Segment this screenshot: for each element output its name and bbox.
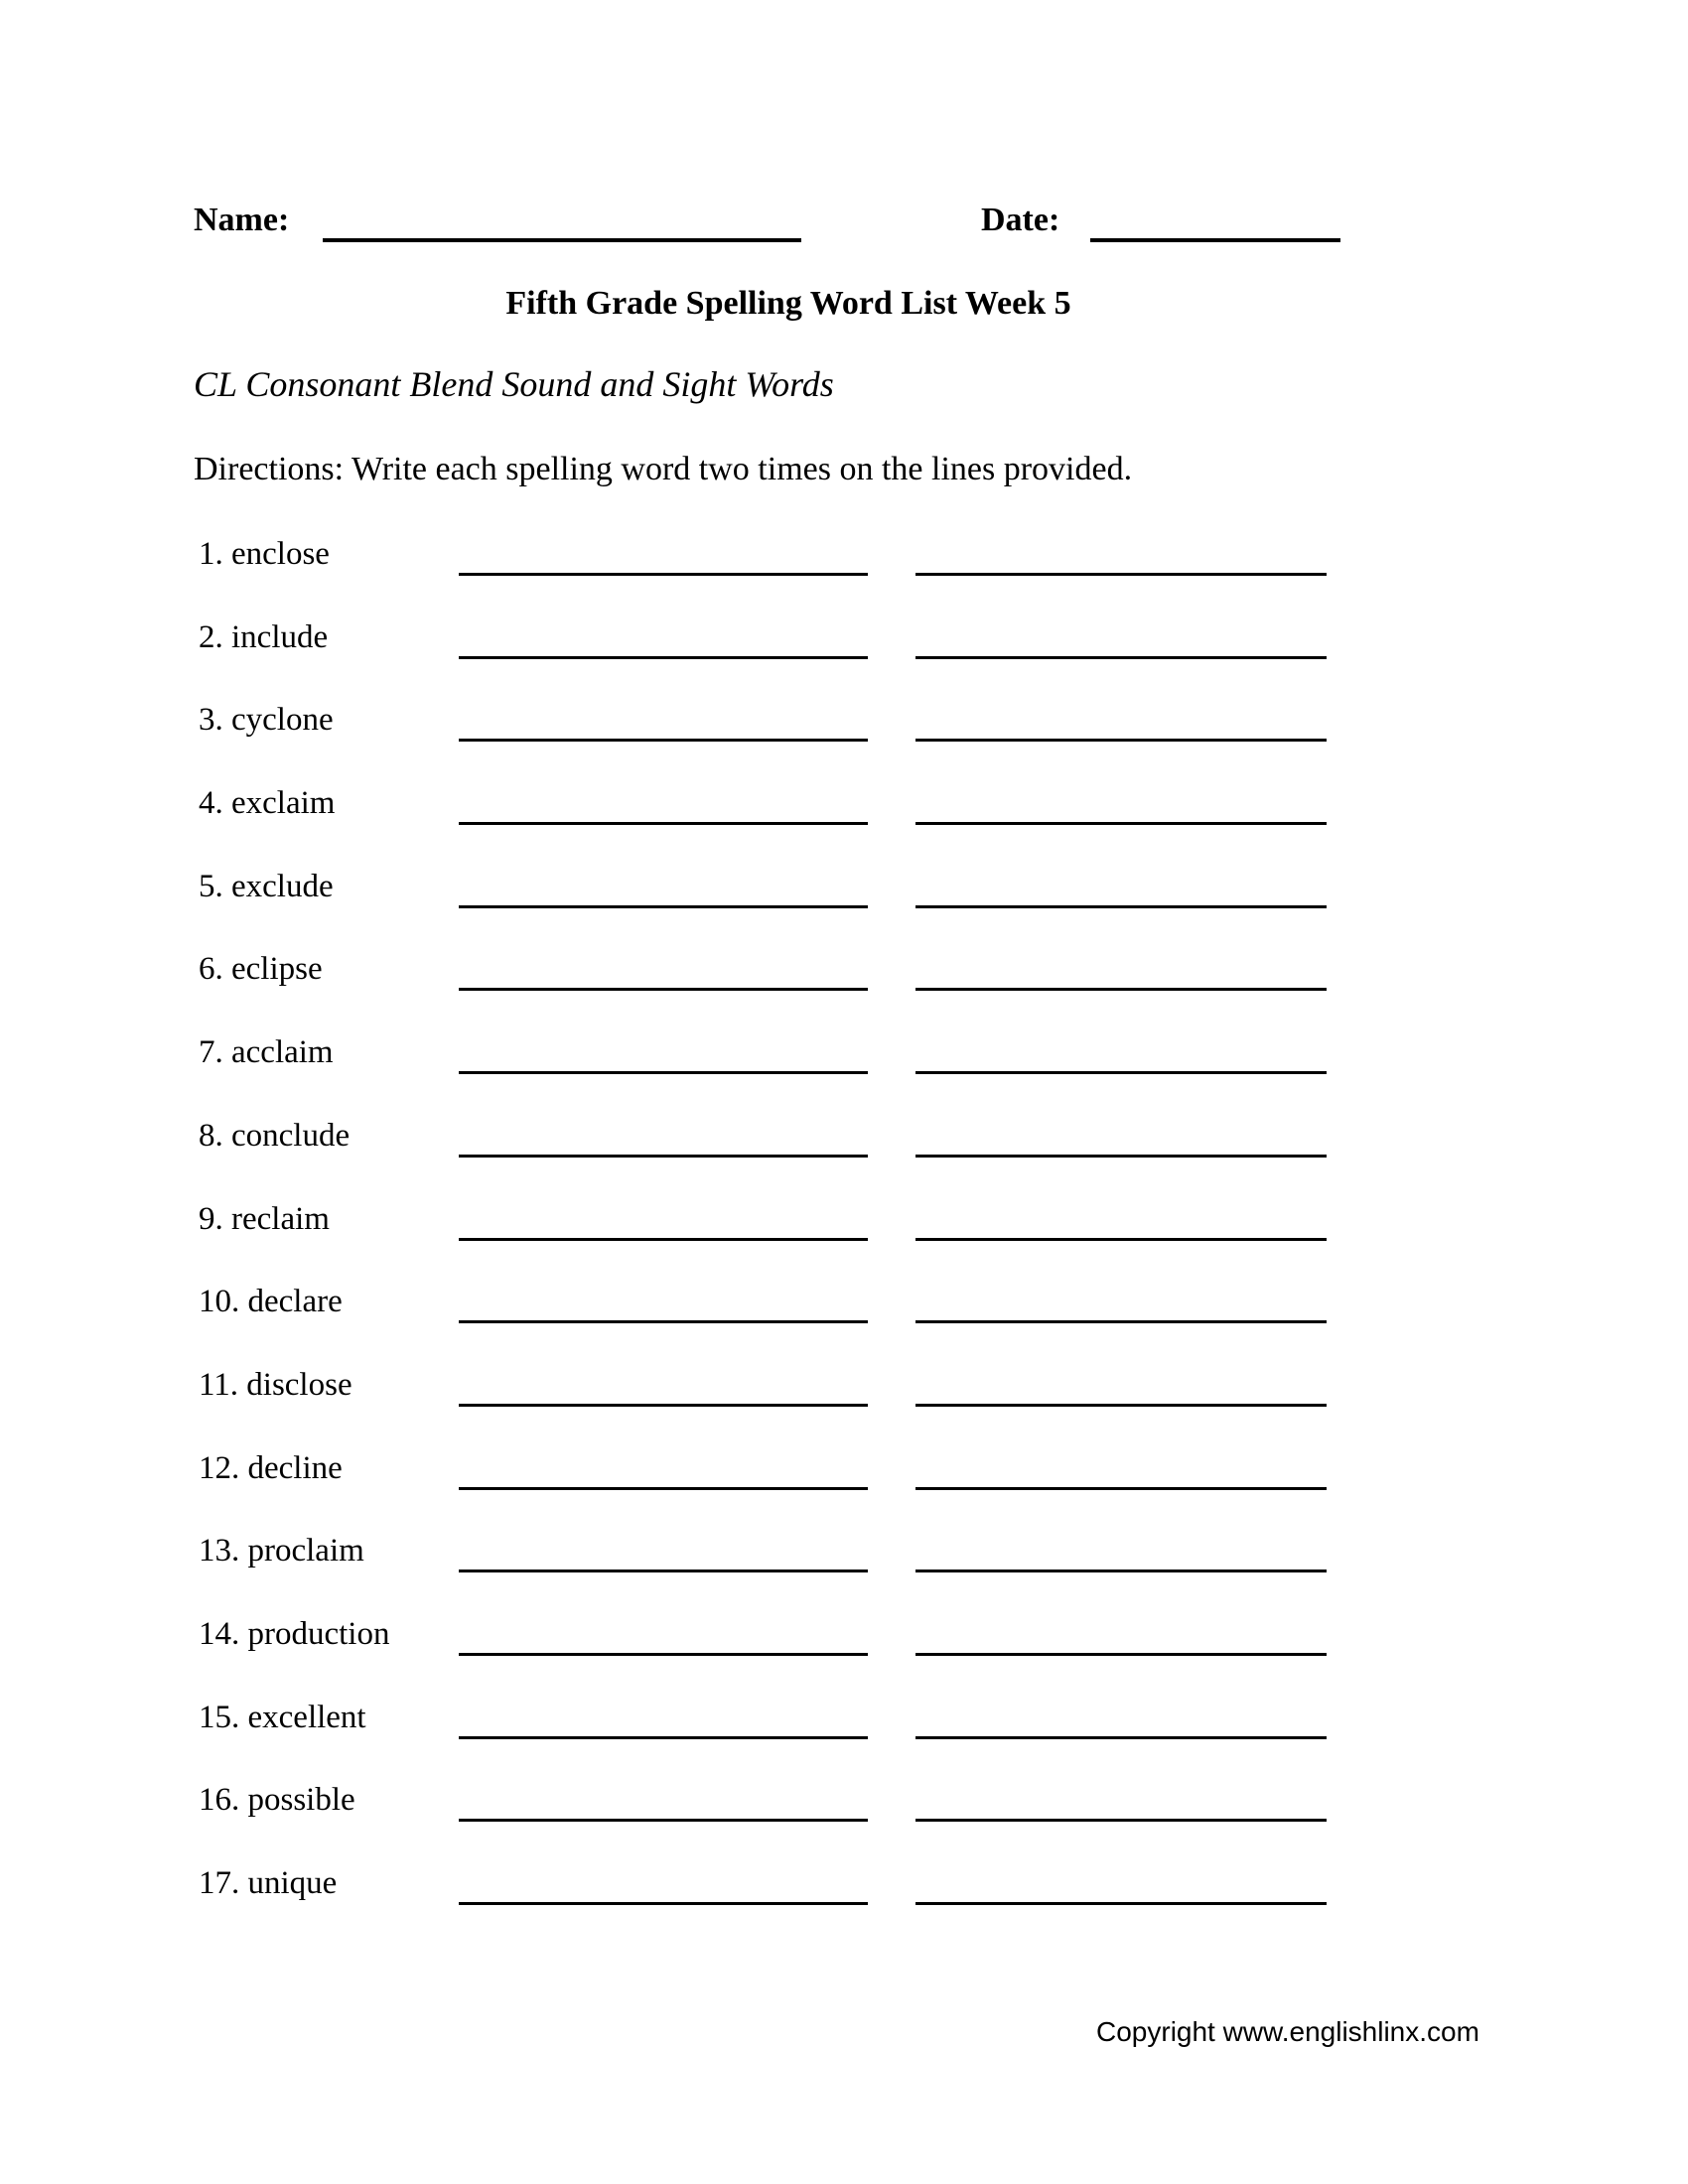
word-label: 13. proclaim bbox=[199, 1533, 364, 1570]
write-line-2 bbox=[915, 822, 1327, 825]
name-label: Name: bbox=[194, 202, 290, 238]
write-line-1 bbox=[459, 1902, 868, 1905]
write-line-2 bbox=[915, 1570, 1327, 1572]
word-row bbox=[199, 1034, 1390, 1118]
word-label: 11. disclose bbox=[199, 1366, 352, 1403]
write-line-2 bbox=[915, 1404, 1327, 1407]
word-row bbox=[199, 536, 1390, 619]
word-row bbox=[199, 1782, 1390, 1865]
word-row bbox=[199, 785, 1390, 869]
word-label: 12. decline bbox=[199, 1449, 343, 1486]
write-line-1 bbox=[459, 656, 868, 659]
word-label: 14. production bbox=[199, 1615, 390, 1652]
word-row bbox=[199, 1616, 1390, 1700]
directions-text: Directions: Write each spelling word two times on the lines provided. bbox=[194, 451, 1133, 487]
date-label: Date: bbox=[981, 202, 1060, 238]
write-line-1 bbox=[459, 573, 868, 576]
word-row bbox=[199, 951, 1390, 1034]
write-line-1 bbox=[459, 822, 868, 825]
word-row bbox=[199, 1450, 1390, 1534]
spelling-word-list bbox=[199, 536, 1390, 1949]
word-label: 5. exclude bbox=[199, 868, 334, 904]
word-row bbox=[199, 1118, 1390, 1201]
word-label: 16. possible bbox=[199, 1782, 355, 1819]
word-label: 6. eclipse bbox=[199, 951, 323, 988]
write-line-1 bbox=[459, 1819, 868, 1822]
write-line-2 bbox=[915, 1071, 1327, 1074]
write-line-1 bbox=[459, 905, 868, 908]
write-line-1 bbox=[459, 1404, 868, 1407]
write-line-1 bbox=[459, 1071, 868, 1074]
word-label: 15. excellent bbox=[199, 1699, 366, 1735]
word-row bbox=[199, 619, 1390, 703]
word-row bbox=[199, 1533, 1390, 1616]
write-line-2 bbox=[915, 1902, 1327, 1905]
word-label: 17. unique bbox=[199, 1865, 338, 1901]
write-line-2 bbox=[915, 1155, 1327, 1158]
write-line-2 bbox=[915, 905, 1327, 908]
write-line-2 bbox=[915, 1238, 1327, 1241]
write-line-2 bbox=[915, 739, 1327, 742]
write-line-1 bbox=[459, 1155, 868, 1158]
word-row bbox=[199, 1284, 1390, 1367]
write-line-2 bbox=[915, 656, 1327, 659]
word-label: 3. cyclone bbox=[199, 702, 334, 739]
word-label: 10. declare bbox=[199, 1284, 343, 1320]
write-line-2 bbox=[915, 1487, 1327, 1490]
write-line-2 bbox=[915, 988, 1327, 991]
word-label: 9. reclaim bbox=[199, 1200, 330, 1237]
word-label: 4. exclaim bbox=[199, 785, 336, 822]
write-line-1 bbox=[459, 1487, 868, 1490]
word-label: 7. acclaim bbox=[199, 1034, 334, 1071]
write-line-1 bbox=[459, 1736, 868, 1739]
copyright-text: Copyright www.englishlinx.com bbox=[1096, 2016, 1479, 2047]
write-line-1 bbox=[459, 1238, 868, 1241]
write-line-2 bbox=[915, 573, 1327, 576]
date-blank-line bbox=[1090, 238, 1340, 242]
write-line-2 bbox=[915, 1320, 1327, 1323]
write-line-1 bbox=[459, 1320, 868, 1323]
word-label: 2. include bbox=[199, 618, 329, 655]
word-row bbox=[199, 869, 1390, 952]
page-subtitle: CL Consonant Blend Sound and Sight Words bbox=[194, 364, 834, 404]
word-label: 8. conclude bbox=[199, 1117, 351, 1154]
write-line-1 bbox=[459, 1570, 868, 1572]
write-line-2 bbox=[915, 1819, 1327, 1822]
word-row bbox=[199, 1201, 1390, 1285]
write-line-1 bbox=[459, 988, 868, 991]
name-blank-line bbox=[323, 238, 801, 242]
word-row bbox=[199, 1367, 1390, 1450]
write-line-1 bbox=[459, 1653, 868, 1656]
write-line-2 bbox=[915, 1736, 1327, 1739]
word-row bbox=[199, 1700, 1390, 1783]
word-row bbox=[199, 1865, 1390, 1949]
word-label: 1. enclose bbox=[199, 536, 330, 572]
page-title: Fifth Grade Spelling Word List Week 5 bbox=[505, 285, 1071, 322]
write-line-1 bbox=[459, 739, 868, 742]
write-line-2 bbox=[915, 1653, 1327, 1656]
word-row bbox=[199, 702, 1390, 785]
